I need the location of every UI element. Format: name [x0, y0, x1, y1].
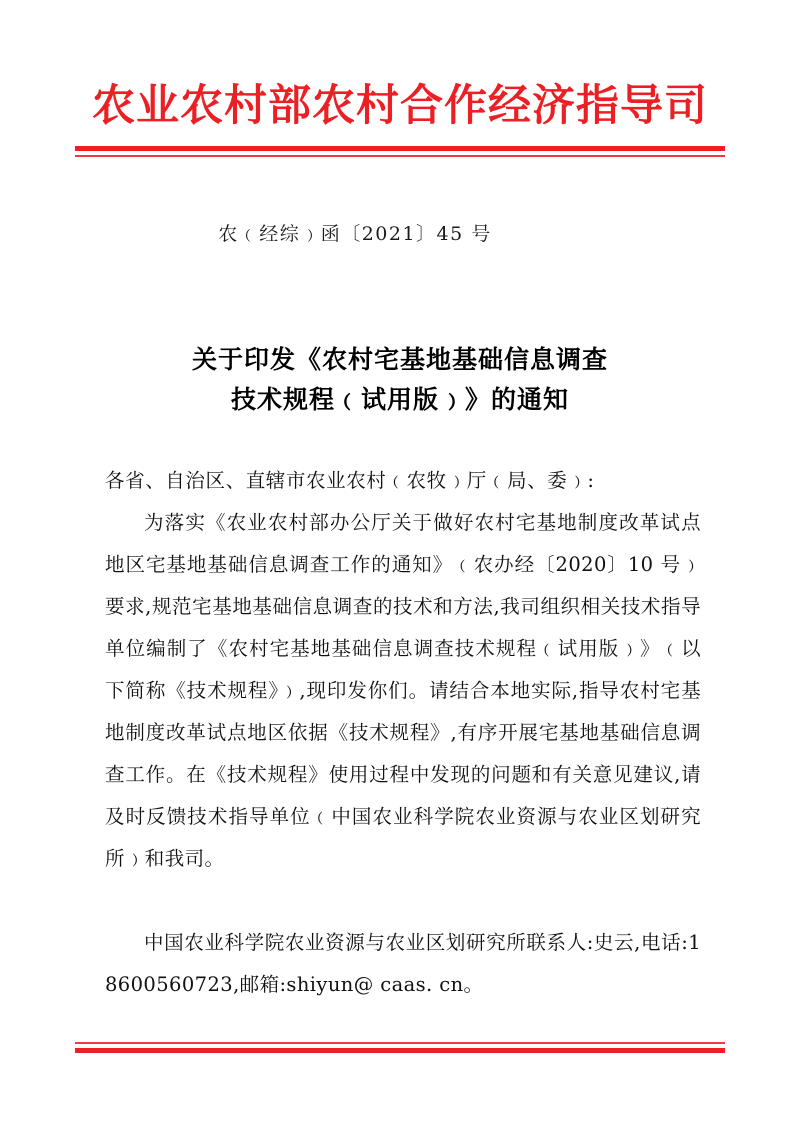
document-title-line-2: 技术规程﹙试用版﹚》的通知: [230, 385, 569, 414]
document-body: [105, 460, 701, 1006]
issuing-organization: 农业农村部农村合作经济指导司: [92, 81, 708, 131]
recipient-line: 各省、自治区、直辖市农业农村﹙农牧﹚厅﹙局、委﹚:: [105, 469, 595, 492]
header-rule-thin: [75, 155, 725, 157]
contact-paragraph: 中国农业科学院农业资源与农业区划研究所联系人:史云,电话:18600560723,邮箱:shiyun@ caas. cn。: [105, 931, 701, 996]
paragraph-spacer: [105, 880, 701, 922]
body-paragraph-1: 为落实《农业农村部办公厅关于做好农村宅基地制度改革试点地区宅基地基础信息调查工作的通知》﹙农办经〔2020〕10 号﹚要求,规范宅基地基础信息调查的技术和方法,我司组织相关技术指导单位编制了《农村宅基地基础信息调查技术规程﹙试用版﹚》﹙以下简称《技术规程》﹚,现印发你们。请结合本地实际,指导农村宅基地制度改革试点地区依据《技术规程》,有序开展宅基地基础信息调查工作。在《技术规程》使用过程中发现的问题和有关意见建议,请及时反馈技术指导单位﹙中国农业科学院农业资源与农业区划研究所﹚和我司。: [105, 511, 701, 870]
document-number: 农﹙经综﹚函〔2021〕45 号: [218, 223, 492, 245]
letterhead: [0, 78, 800, 134]
document-title: [0, 340, 800, 420]
footer-red-rule: [75, 1042, 725, 1053]
document-title-line-1: 关于印发《农村宅基地基础信息调查: [191, 345, 608, 374]
footer-rule-thick: [75, 1048, 725, 1053]
header-red-rule: [75, 146, 725, 157]
